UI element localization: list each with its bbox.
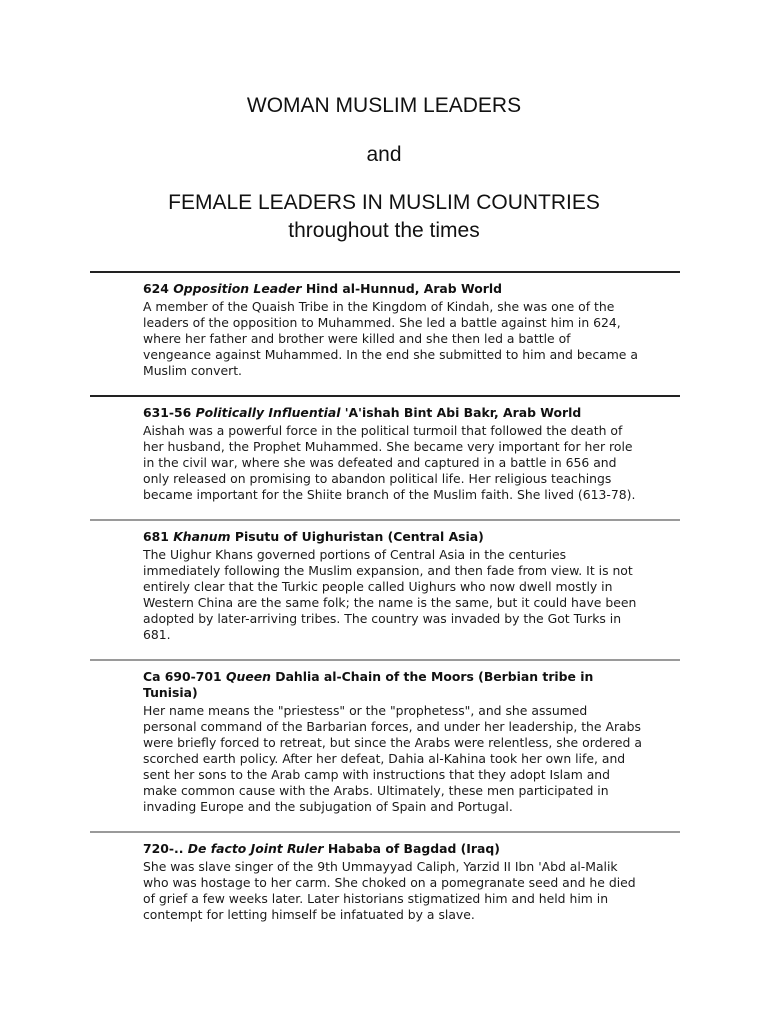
entry-description: Aishah was a powerful force in the political turmoil that followed the death of her husband, the Prophet Muhammed. She became very important for her role in the civil war, where she was defeated and captured in a battle in 656 and only released on promising to abandon political life. Her religious teachings became important for the Shiite branch of the Muslim faith. She lived (613-78).: [143, 423, 636, 502]
section-divider: [90, 271, 680, 273]
entry-description: Her name means the "priestess" or the "prophetess", and she assumed personal command of the Barbarian forces, and under her leadership, the Arabs were briefly forced to retreat, but since the Arabs were relentless, she ordered a scorched earth policy. After her defeat, Dahia al-Kahina took her own life, and sent her sons to the Arab camp with instructions that they adopt Islam and make common cause with the Arabs. Ultimately, these men participated in invading Europe and the subjugation of Spain and Portugal.: [143, 703, 642, 814]
section-divider: [90, 831, 680, 833]
section-divider: [90, 659, 680, 661]
entry-date: 624: [143, 281, 169, 296]
entry-heading: [143, 405, 642, 421]
entry-name: Hababa of Bagdad (Iraq): [327, 841, 500, 856]
entry-date: 681: [143, 529, 169, 544]
entry-date: 631-56: [143, 405, 192, 420]
entry-heading: [143, 669, 642, 701]
document-subtitle: [0, 189, 768, 245]
entry-role: De facto Joint Ruler: [187, 841, 324, 856]
leader-entry: [90, 281, 680, 379]
entry-description: She was slave singer of the 9th Ummayyad Caliph, Yarzid II Ibn 'Abd al-Malik who was hostage to her carm. She choked on a pomegranate seed and he died of grief a few weeks later. Later historians stigmatized him and held him in contempt for letting himself be infatuated by a slave.: [143, 859, 636, 922]
leader-entry: [90, 405, 680, 503]
entry-description: The Uighur Khans governed portions of Central Asia in the centuries immediately following the Muslim expansion, and then fade from view. It is not entirely clear that the Turkic people called Uighurs who now dwell mostly in Western China are the same folk; the name is the same, but it could have been adopted by later-arriving tribes. The country was invaded by the Got Turks in 681.: [143, 547, 637, 642]
leader-entry: [90, 841, 680, 923]
entry-role: Khanum: [173, 529, 231, 544]
entry-description: A member of the Quaish Tribe in the Kingdom of Kindah, she was one of the leaders of the opposition to Muhammed. She led a battle against him in 624, where her father and brother were killed and she then led a battle of vengeance against Muhammed. In the end she submitted to him and became a Muslim convert.: [143, 299, 638, 378]
leader-entry: [90, 529, 680, 643]
entry-name: 'A'ishah Bint Abi Bakr, Arab World: [344, 405, 582, 420]
title-conjunction: and: [366, 143, 402, 166]
entry-name: Pisutu of Uighuristan (Central Asia): [234, 529, 484, 544]
entry-role: Queen: [225, 669, 271, 684]
entry-heading: [143, 529, 642, 545]
entry-date: 720-..: [143, 841, 184, 856]
document-title: WOMAN MUSLIM LEADERS: [246, 94, 522, 117]
entry-heading: [143, 841, 642, 857]
entry-heading: [143, 281, 642, 297]
section-divider: [90, 519, 680, 521]
leaders-list: [90, 271, 680, 939]
entry-role: Politically Influential: [195, 405, 341, 420]
entry-date: Ca 690-701: [143, 669, 222, 684]
entry-role: Opposition Leader: [173, 281, 302, 296]
subtitle-line-2: throughout the times: [288, 219, 480, 242]
subtitle-line-1: FEMALE LEADERS IN MUSLIM COUNTRIES: [168, 191, 600, 214]
entry-name: Hind al-Hunnud, Arab World: [305, 281, 502, 296]
leader-entry: [90, 669, 680, 815]
section-divider: [90, 395, 680, 397]
entry-name: Dahlia al-Chain of the Moors (Berbian tribe in Tunisia): [143, 669, 594, 700]
